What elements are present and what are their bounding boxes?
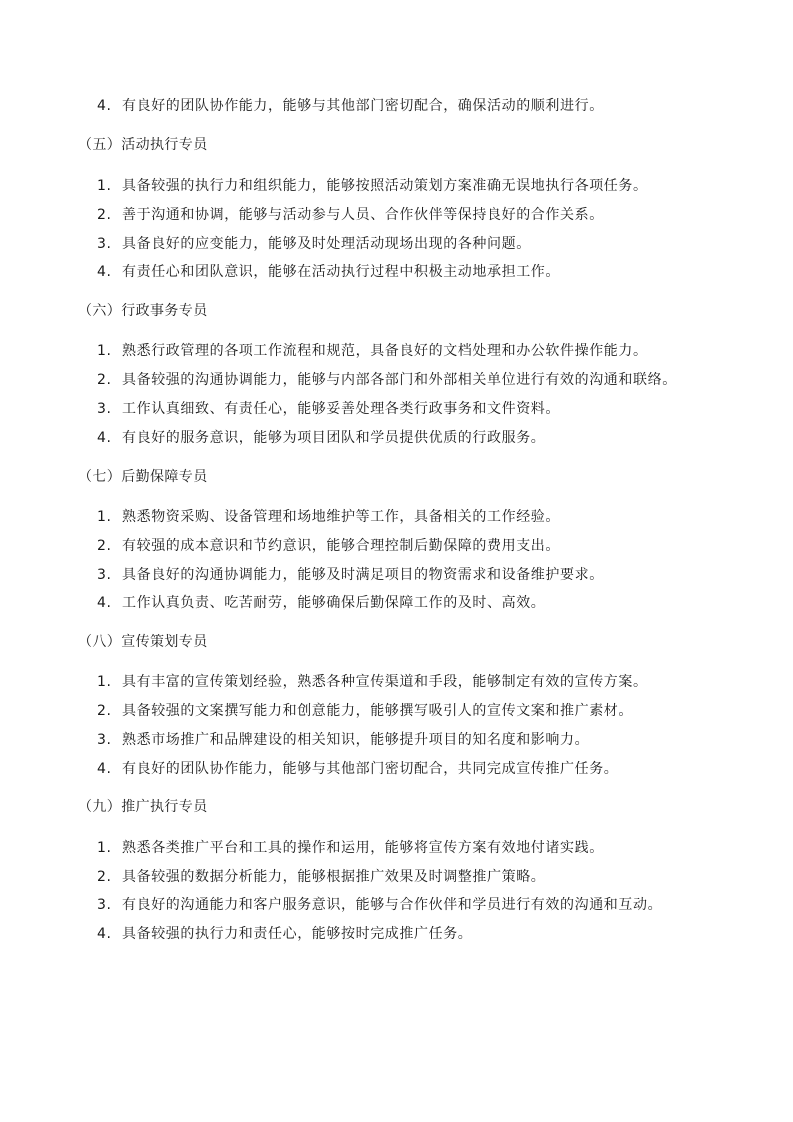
item-text: 具备良好的沟通协调能力，能够及时满足项目的物资需求和设备维护要求。: [122, 567, 604, 583]
item-text: 具有丰富的宣传策划经验，熟悉各种宣传渠道和手段，能够制定有效的宣传方案。: [122, 674, 648, 690]
item-text: 有良好的团队协作能力，能够与其他部门密切配合，确保活动的顺利进行。: [122, 98, 604, 114]
item-text: 有责任心和团队意识，能够在活动执行过程中积极主动地承担工作。: [122, 264, 560, 280]
item-number: 4.: [97, 430, 112, 446]
item-text: 工作认真细致、有责任心，能够妥善处理各类行政事务和文件资料。: [122, 401, 560, 417]
item-text: 熟悉行政管理的各项工作流程和规范，具备良好的文档处理和办公软件操作能力。: [122, 343, 648, 359]
item-number: 3.: [97, 732, 112, 748]
item-text: 熟悉各类推广平台和工具的操作和运用，能够将宣传方案有效地付诸实践。: [122, 840, 604, 856]
item-text: 善于沟通和协调，能够与活动参与人员、合作伙伴等保持良好的合作关系。: [122, 207, 604, 223]
item-number: 4.: [97, 98, 112, 114]
item-number: 1.: [97, 343, 112, 359]
item-number: 1.: [97, 178, 112, 194]
item-number: 3.: [97, 567, 112, 583]
item-text: 熟悉市场推广和品牌建设的相关知识，能够提升项目的知名度和影响力。: [122, 732, 590, 748]
item-number: 4.: [97, 761, 112, 777]
item-number: 2.: [97, 372, 112, 388]
item-number: 3.: [97, 897, 112, 913]
item-number: 4.: [97, 595, 112, 611]
item-text: 有良好的沟通能力和客户服务意识，能够与合作伙伴和学员进行有效的沟通和互动。: [122, 897, 663, 913]
item-number: 1.: [97, 840, 112, 856]
item-text: 熟悉物资采购、设备管理和场地维护等工作，具备相关的工作经验。: [122, 509, 560, 525]
item-number: 3.: [97, 401, 112, 417]
item-number: 1.: [97, 509, 112, 525]
item-number: 2.: [97, 703, 112, 719]
section-heading: （七）后勤保障专员: [78, 469, 208, 485]
item-number: 4.: [97, 926, 112, 942]
item-text: 具备良好的应变能力，能够及时处理活动现场出现的各种问题。: [122, 236, 531, 252]
item-number: 3.: [97, 236, 112, 252]
section-heading: （五）活动执行专员: [78, 137, 208, 153]
item-text: 具备较强的文案撰写能力和创意能力，能够撰写吸引人的宣传文案和推广素材。: [122, 703, 633, 719]
item-text: 具备较强的执行力和责任心，能够按时完成推广任务。: [122, 926, 473, 942]
item-text: 具备较强的数据分析能力，能够根据推广效果及时调整推广策略。: [122, 869, 546, 885]
item-text: 有良好的服务意识，能够为项目团队和学员提供优质的行政服务。: [122, 430, 546, 446]
item-number: 2.: [97, 207, 112, 223]
item-text: 具备较强的执行力和组织能力，能够按照活动策划方案准确无误地执行各项任务。: [122, 178, 648, 194]
section-heading: （九）推广执行专员: [78, 799, 208, 815]
item-text: 有较强的成本意识和节约意识，能够合理控制后勤保障的费用支出。: [122, 538, 560, 554]
item-number: 2.: [97, 869, 112, 885]
item-number: 2.: [97, 538, 112, 554]
item-text: 工作认真负责、吃苦耐劳，能够确保后勤保障工作的及时、高效。: [122, 595, 546, 611]
section-heading: （八）宣传策划专员: [78, 634, 208, 650]
item-number: 1.: [97, 674, 112, 690]
item-text: 有良好的团队协作能力，能够与其他部门密切配合，共同完成宣传推广任务。: [122, 761, 619, 777]
item-text: 具备较强的沟通协调能力，能够与内部各部门和外部相关单位进行有效的沟通和联络。: [122, 372, 677, 388]
item-number: 4.: [97, 264, 112, 280]
section-heading: （六）行政事务专员: [78, 303, 208, 319]
